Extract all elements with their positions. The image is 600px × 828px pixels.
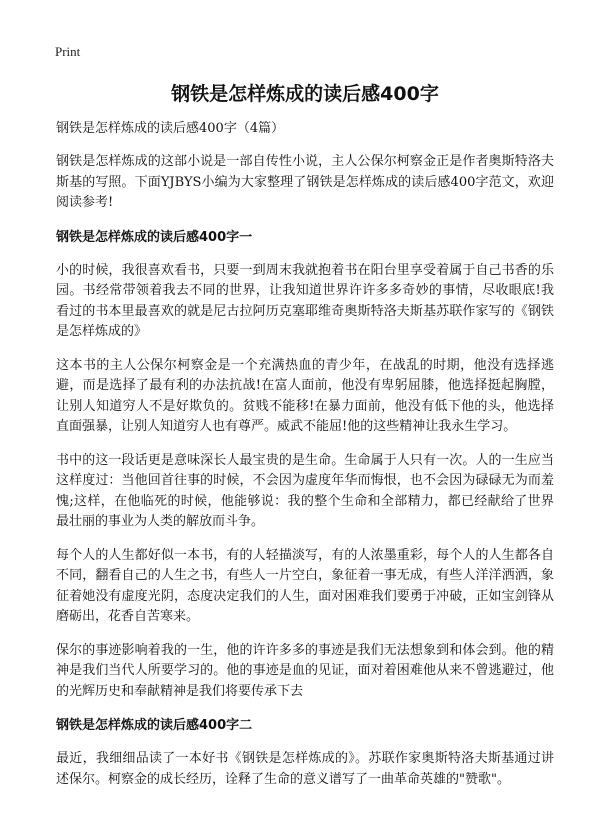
section-heading-2: 钢铁是怎样炼成的读后感400字二 [56,718,253,733]
intro-paragraph: 钢铁是怎样炼成的这部小说是一部自传性小说，主人公保尔柯察金正是作者奥斯特洛夫斯基的写照。下面YJBYS小编为大家整理了钢铁是怎样炼成的读后感400字范文，欢迎阅读参考! [56,154,554,210]
section-heading-1: 钢铁是怎样炼成的读后感400字一 [56,229,253,245]
paragraph: 这本书的主人公保尔柯察金是一个充满热血的青少年，在战乱的时期，他没有选择逃避，而是选择了最有利的办法抗战!在富人面前，他没有卑躬屈膝，他选择挺起胸膛，让别人知道穷人不是好欺负的。贫贱不能移!在暴力面前，他没有低下他的头，他选择直面强暴，让别人知道穷人也有尊严。威武不能屈!他的这些精神让我永生学习。 [56,357,554,434]
paragraph: 书中的这一段话更是意味深长人最宝贵的是生命。生命属于人只有一次。人的一生应当这样度过：当他回首往事的时候，不会因为虚度年华而悔恨，也不会因为碌碌无为而羞愧;这样，在他临死的时候，他能够说：我的整个生命和全部精力，都已经献给了世界最壮丽的事业为人类的解放而斗争。 [56,452,554,529]
document-subtitle: 钢铁是怎样炼成的读后感400字（4篇） [56,121,285,136]
paragraph: 保尔的事迹影响着我的一生，他的许许多多的事迹是我们无法想象到和体会到。他的精神是我们当代人所要学习的。他的事迹是血的见证，面对着困难他从来不曾逃避过，他的光辉历史和奉献精神是我们将要传承下去 [56,642,554,699]
paragraph: 最近，我细细品读了一本好书《钢铁是怎样炼成的》。苏联作家奥斯特洛夫斯基通过讲述保尔。柯察金的成长经历，诠释了生命的意义谱写了一曲革命英雄的"赞歌"。 [56,751,554,787]
paragraph: 每个人的人生都好似一本书，有的人轻描淡写，有的人浓墨重彩，每个人的人生都各自不同，翻看自己的人生之书，有些人一片空白，象征着一事无成，有些人洋洋洒洒，象征着她没有虚度光阴，态度决定我们的人生，面对困难我们要勇于冲破，正如宝剑锋从磨砺出，花香自苦寒来。 [56,547,554,624]
print-link[interactable]: Print [55,44,81,59]
page-title: 钢铁是怎样炼成的读后感400字 [171,83,439,105]
paragraph: 小的时候，我很喜欢看书，只要一到周末我就抱着书在阳台里享受着属于自己书香的乐园。书经常带领着我去不同的世界，让我知道世界许许多多奇妙的事情，尽收眼底!我看过的书本里最喜欢的就是尼古拉阿历克塞耶维奇奥斯特洛夫斯基苏联作家写的《钢铁是怎样炼成的》 [56,262,554,339]
